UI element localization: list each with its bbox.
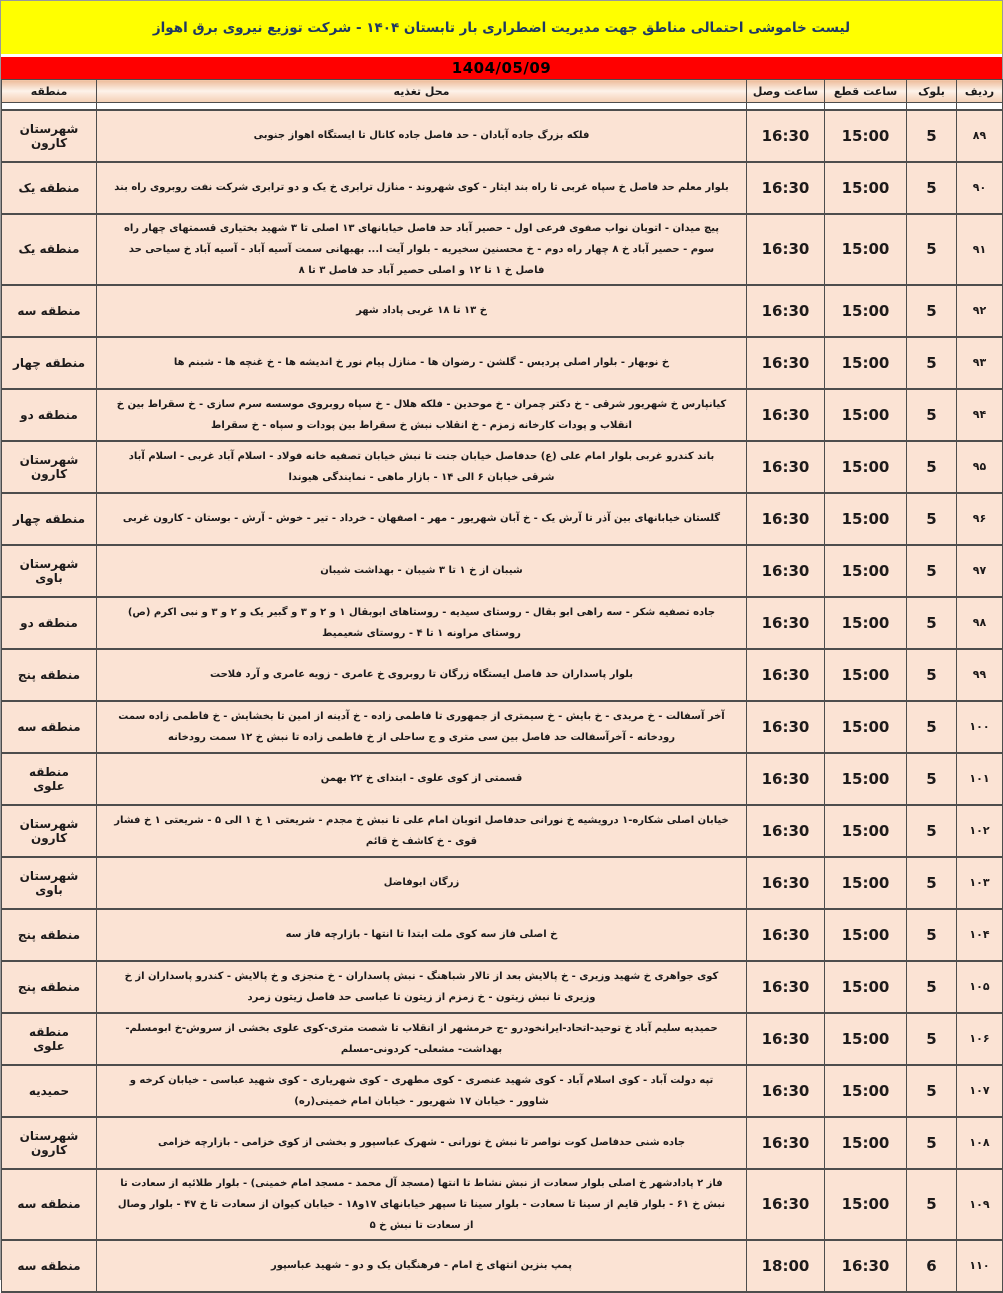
table-row (2, 1013, 1003, 1065)
block-cell: 5 (907, 1013, 957, 1065)
feed-location-cell: بلوار پاسداران حد فاصل ایستگاه زرگان تا روبروی خ عامری - زویه عامری و آرد فلاحت (97, 649, 747, 701)
cut-time-cell: 15:00 (825, 389, 907, 441)
connect-time-cell: 16:30 (747, 337, 825, 389)
block-cell: 5 (907, 493, 957, 545)
region-cell: منطقه پنج (2, 961, 97, 1013)
connect-time-cell: 16:30 (747, 857, 825, 909)
column-header-block: بلوک (907, 80, 957, 103)
cut-time-cell: 15:00 (825, 909, 907, 961)
page-title: لیست خاموشی احتمالی مناطق جهت مدیریت اضطراری بار تابستان ۱۴۰۴ - شرکت توزیع نیروی برق اهواز (152, 19, 851, 36)
feed-location-cell: حمیدیه سلیم آباد خ توحید-اتحاد-ایرانخودرو -ج خرمشهر از انقلاب تا شصت متری-کوی علوی بخشی از سروش-خ ابومسلم- بهداشت- مشعلی- کردونی-مسلم (97, 1013, 747, 1065)
table-row (2, 162, 1003, 214)
row-number-cell: ۹۴ (957, 389, 1003, 441)
column-header-cut-time: ساعت قطع (825, 80, 907, 103)
connect-time-cell: 16:30 (747, 1013, 825, 1065)
spacer-cell (97, 103, 747, 110)
row-number-cell: ۱۰۹ (957, 1169, 1003, 1240)
table-row (2, 110, 1003, 162)
region-cell: منطقه دو (2, 597, 97, 649)
cut-time-cell: 15:00 (825, 214, 907, 285)
region-cell: منطقه یک (2, 214, 97, 285)
block-cell: 5 (907, 162, 957, 214)
row-number-cell: ۱۰۵ (957, 961, 1003, 1013)
feed-location-cell: شیبان از خ ۱ تا ۳ شیبان - بهداشت شیبان (97, 545, 747, 597)
cut-time-cell: 15:00 (825, 649, 907, 701)
row-number-cell: ۸۹ (957, 110, 1003, 162)
block-cell: 5 (907, 857, 957, 909)
feed-location-cell: جاده شنی حدفاصل کوت نواصر تا نبش خ نورانی - شهرک عباسپور و بخشی از کوی خزامی - بازارچه خزامی (97, 1117, 747, 1169)
title-banner (1, 1, 1002, 57)
table-row (2, 1240, 1003, 1292)
region-cell: شهرستان کارون (2, 110, 97, 162)
table-row (2, 545, 1003, 597)
date-banner (1, 57, 1002, 79)
row-number-cell: ۹۲ (957, 285, 1003, 337)
row-number-cell: ۹۱ (957, 214, 1003, 285)
block-cell: 5 (907, 285, 957, 337)
column-header-region: منطقه (2, 80, 97, 103)
region-cell: منطقه علوی (2, 1013, 97, 1065)
row-number-cell: ۱۱۰ (957, 1240, 1003, 1292)
cut-time-cell: 15:00 (825, 337, 907, 389)
feed-location-cell: زرگان ابوفاضل (97, 857, 747, 909)
feed-location-cell: تپه دولت آباد - کوی اسلام آباد - کوی شهید عنصری - کوی مطهری - کوی شهریاری - کوی شهید عباسی - خیابان کرخه و شاوور - خیابان ۱۷ شهریور - خیابان امام خمینی(ره) (97, 1065, 747, 1117)
cut-time-cell: 15:00 (825, 805, 907, 857)
row-number-cell: ۱۰۴ (957, 909, 1003, 961)
row-number-cell: ۹۶ (957, 493, 1003, 545)
spacer-cell (747, 103, 825, 110)
table-row (2, 337, 1003, 389)
feed-location-cell: جاده تصفیه شکر - سه راهی ابو بقال - روستای سیدیه - روستاهای ابوبقال ۱ و ۲ و ۳ و گبیر یک و ۲ و ۳ و نبی اکرم (ص) روستای مراونه ۱ تا ۴ - روستای شعیمیط (97, 597, 747, 649)
connect-time-cell: 16:30 (747, 1117, 825, 1169)
row-number-cell: ۹۹ (957, 649, 1003, 701)
spacer-cell (825, 103, 907, 110)
cut-time-cell: 15:00 (825, 1013, 907, 1065)
cut-time-cell: 15:00 (825, 753, 907, 805)
region-cell: منطقه پنج (2, 909, 97, 961)
cut-time-cell: 15:00 (825, 493, 907, 545)
row-number-cell: ۱۰۳ (957, 857, 1003, 909)
feed-location-cell: باند کندرو غربی بلوار امام علی (ع) حدفاصل خیابان جنت تا نبش خیابان تصفیه خانه فولاد - اسلام آباد غربی - اسلام آباد شرقی خیابان ۶ الی ۱۴ - بازار ماهی - نمایندگی هیوندا (97, 441, 747, 493)
spacer-cell (907, 103, 957, 110)
region-cell: منطقه سه (2, 701, 97, 753)
block-cell: 5 (907, 214, 957, 285)
connect-time-cell: 16:30 (747, 214, 825, 285)
table-row (2, 649, 1003, 701)
connect-time-cell: 16:30 (747, 545, 825, 597)
block-cell: 5 (907, 701, 957, 753)
row-number-cell: ۱۰۷ (957, 1065, 1003, 1117)
connect-time-cell: 16:30 (747, 389, 825, 441)
feed-location-cell: پیچ میدان - اتوبان نواب صفوی فرعی اول - حصیر آباد حد فاصل خیابانهای ۱۳ اصلی تا ۳ شهید بختیاری قسمتهای چهار راه سوم - حصیر آباد خ ۸ چهار راه دوم - خ محسنین سخیریه - بلوار آیت ا... بهبهانی سمت آسیه آباد - آسیه آباد خ سیاحی حد فاصل خ ۱ تا ۱۲ و اصلی حصیر آباد حد فاصل ۳ تا ۸ (97, 214, 747, 285)
schedule-date: 1404/05/09 (451, 59, 552, 77)
feed-location-cell: آخر آسفالت - خ مریدی - خ بایش - خ سیمتری از جمهوری تا فاطمی زاده - خ آدینه از امین تا بخشایش - خ فاطمی زاده سمت رودخانه - آخرآسفالت حد فاصل بین سی متری و ج ساحلی از خ فاطمی زاده تا نبش خ ۱۲ سمت رودخانه (97, 701, 747, 753)
connect-time-cell: 16:30 (747, 493, 825, 545)
table-row (2, 214, 1003, 285)
feed-location-cell: فاز ۲ پادادشهر خ اصلی بلوار سعادت از نبش نشاط تا انتها (مسجد آل محمد - مسجد امام خمینی) - بلوار طلائیه از سعادت تا نبش خ ۶۱ - بلوار قایم از سینا تا سعادت - بلوار سینا تا سپهر خیابانهای ۱۷و۱۸ - خیابان کیوان از سعادت تا خ ۴۷ - بلوار وصال از سعادت تا نبش خ ۵ (97, 1169, 747, 1240)
block-cell: 5 (907, 649, 957, 701)
row-number-cell: ۹۸ (957, 597, 1003, 649)
table-row (2, 1117, 1003, 1169)
cut-time-cell: 15:00 (825, 701, 907, 753)
block-cell: 5 (907, 805, 957, 857)
connect-time-cell: 16:30 (747, 701, 825, 753)
cut-time-cell: 15:00 (825, 857, 907, 909)
cut-time-cell: 15:00 (825, 961, 907, 1013)
feed-location-cell: فلکه بزرگ جاده آبادان - حد فاصل جاده کانال تا ایستگاه اهواز جنوبی (97, 110, 747, 162)
region-cell: شهرستان باوی (2, 545, 97, 597)
block-cell: 5 (907, 597, 957, 649)
connect-time-cell: 16:30 (747, 110, 825, 162)
outage-table-body (2, 110, 1003, 1292)
table-row (2, 597, 1003, 649)
outage-table-header (2, 80, 1003, 110)
cut-time-cell: 15:00 (825, 110, 907, 162)
row-number-cell: ۱۰۶ (957, 1013, 1003, 1065)
feed-location-cell: خ ۱۳ تا ۱۸ غربی پاداد شهر (97, 285, 747, 337)
feed-location-cell: پمپ بنزین انتهای خ امام - فرهنگیان یک و دو - شهید عباسپور (97, 1240, 747, 1292)
table-row (2, 857, 1003, 909)
block-cell: 5 (907, 337, 957, 389)
connect-time-cell: 16:30 (747, 1065, 825, 1117)
block-cell: 5 (907, 753, 957, 805)
column-header-connect-time: ساعت وصل (747, 80, 825, 103)
table-row (2, 805, 1003, 857)
feed-location-cell: قسمتی از کوی علوی - ابتدای خ ۲۲ بهمن (97, 753, 747, 805)
connect-time-cell: 16:30 (747, 753, 825, 805)
column-header-feed-location: محل تغذیه (97, 80, 747, 103)
header-row (2, 80, 1003, 103)
feed-location-cell: خیابان اصلی شکاره-۱ درویشیه خ نورانی حدفاصل اتوبان امام علی تا نبش خ مجدم - شریعتی ۱ خ ۱ الی ۵ - شریعتی ۱ خ فشار قوی - خ کاشف خ قائم (97, 805, 747, 857)
outage-table (1, 79, 1003, 1293)
header-spacer-row (2, 103, 1003, 110)
row-number-cell: ۱۰۸ (957, 1117, 1003, 1169)
table-row (2, 1065, 1003, 1117)
row-number-cell: ۹۵ (957, 441, 1003, 493)
table-row (2, 909, 1003, 961)
cut-time-cell: 15:00 (825, 1065, 907, 1117)
block-cell: 5 (907, 1169, 957, 1240)
region-cell: منطقه علوی (2, 753, 97, 805)
row-number-cell: ۱۰۲ (957, 805, 1003, 857)
connect-time-cell: 16:30 (747, 805, 825, 857)
feed-location-cell: گلستان خیابانهای بین آذر تا آرش یک - خ آبان شهریور - مهر - اصفهان - خرداد - تیر - خوش - آرش - بوستان - کارون غربی (97, 493, 747, 545)
cut-time-cell: 16:30 (825, 1240, 907, 1292)
connect-time-cell: 16:30 (747, 961, 825, 1013)
cut-time-cell: 15:00 (825, 441, 907, 493)
table-row (2, 389, 1003, 441)
cut-time-cell: 15:00 (825, 162, 907, 214)
table-row (2, 961, 1003, 1013)
block-cell: 5 (907, 545, 957, 597)
region-cell: منطقه چهار (2, 337, 97, 389)
region-cell: منطقه سه (2, 1240, 97, 1292)
connect-time-cell: 16:30 (747, 597, 825, 649)
connect-time-cell: 16:30 (747, 909, 825, 961)
feed-location-cell: کوی جواهری خ شهید وزیری - خ پالایش بعد از تالار شباهنگ - نبش پاسداران - خ منجزی و خ پالایش - کندرو پاسداران از خ وزیری تا نبش زیتون - خ زمزم از زیتون تا عباسی حد فاصل زیتون زمرد (97, 961, 747, 1013)
region-cell: شهرستان کارون (2, 1117, 97, 1169)
connect-time-cell: 16:30 (747, 441, 825, 493)
table-row (2, 1169, 1003, 1240)
spacer-cell (2, 103, 97, 110)
block-cell: 5 (907, 1065, 957, 1117)
row-number-cell: ۹۷ (957, 545, 1003, 597)
region-cell: منطقه سه (2, 1169, 97, 1240)
block-cell: 5 (907, 961, 957, 1013)
block-cell: 5 (907, 110, 957, 162)
cut-time-cell: 15:00 (825, 285, 907, 337)
connect-time-cell: 16:30 (747, 162, 825, 214)
region-cell: شهرستان کارون (2, 441, 97, 493)
cut-time-cell: 15:00 (825, 1117, 907, 1169)
region-cell: منطقه سه (2, 285, 97, 337)
table-row (2, 753, 1003, 805)
connect-time-cell: 16:30 (747, 1169, 825, 1240)
cut-time-cell: 15:00 (825, 545, 907, 597)
connect-time-cell: 16:30 (747, 649, 825, 701)
region-cell: منطقه دو (2, 389, 97, 441)
row-number-cell: ۱۰۱ (957, 753, 1003, 805)
cut-time-cell: 15:00 (825, 597, 907, 649)
feed-location-cell: کیانپارس خ شهریور شرقی - خ دکتر چمران - خ موحدین - فلکه هلال - خ سپاه روبروی موسسه سرم سازی - خ سقراط بین خ انقلاب و پودات کارخانه زمزم - خ انقلاب نبش خ سقراط بین پودات و سپاه - خ سقراط (97, 389, 747, 441)
region-cell: منطقه پنج (2, 649, 97, 701)
cut-time-cell: 15:00 (825, 1169, 907, 1240)
connect-time-cell: 16:30 (747, 285, 825, 337)
table-row (2, 285, 1003, 337)
region-cell: شهرستان باوی (2, 857, 97, 909)
table-row (2, 493, 1003, 545)
region-cell: حمیدیه (2, 1065, 97, 1117)
row-number-cell: ۹۰ (957, 162, 1003, 214)
block-cell: 5 (907, 909, 957, 961)
connect-time-cell: 18:00 (747, 1240, 825, 1292)
table-row (2, 701, 1003, 753)
column-header-row-number: ردیف (957, 80, 1003, 103)
feed-location-cell: خ اصلی فاز سه کوی ملت ابتدا تا انتها - بازارچه فاز سه (97, 909, 747, 961)
block-cell: 5 (907, 389, 957, 441)
feed-location-cell: بلوار معلم حد فاصل خ سپاه غربی تا راه بند ایثار - کوی شهروند - منازل ترابری خ یک و دو ترابری شرکت نفت روبروی راه بند (97, 162, 747, 214)
block-cell: 6 (907, 1240, 957, 1292)
region-cell: منطقه چهار (2, 493, 97, 545)
row-number-cell: ۱۰۰ (957, 701, 1003, 753)
block-cell: 5 (907, 441, 957, 493)
row-number-cell: ۹۳ (957, 337, 1003, 389)
feed-location-cell: خ نوبهار - بلوار اصلی پردیس - گلشن - رضوان ها - منازل پیام نور خ اندیشه ها - خ غنچه ها - شبنم ها (97, 337, 747, 389)
region-cell: شهرستان کارون (2, 805, 97, 857)
block-cell: 5 (907, 1117, 957, 1169)
table-row (2, 441, 1003, 493)
region-cell: منطقه یک (2, 162, 97, 214)
spacer-cell (957, 103, 1003, 110)
